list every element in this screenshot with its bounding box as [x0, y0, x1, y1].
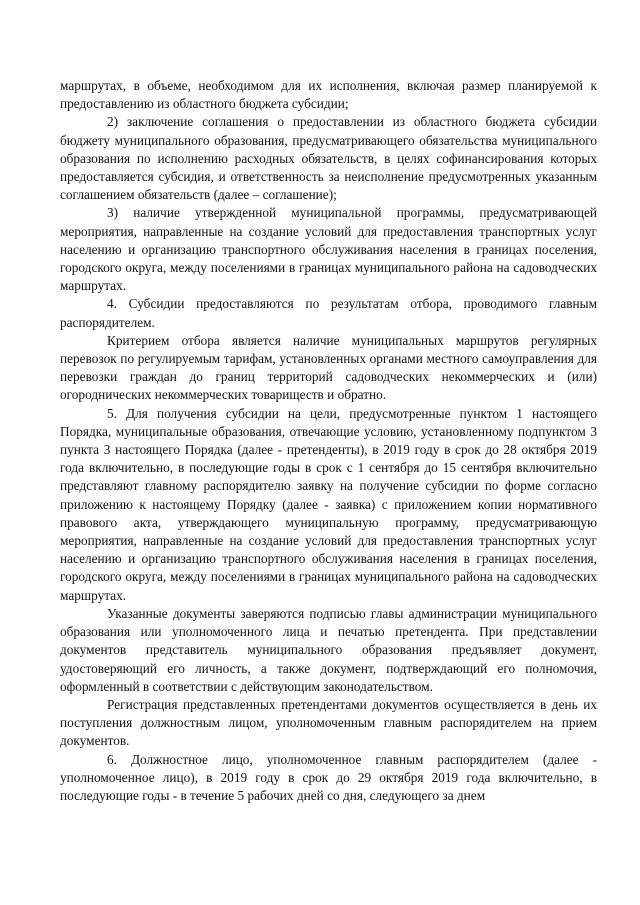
paragraph-continuation: маршрутах, в объеме, необходимом для их исполнения, включая размер планируемой к предоставлению из областного бюджета субсидии;: [60, 78, 597, 112]
paragraph-registration: Регистрация представленных претендентами документов осуществляется в день их поступления должностным лицом, уполномоченным главным распорядителем на прием документов.: [60, 696, 597, 749]
document-page: [60, 77, 597, 805]
paragraph-selection-criterion: Критерием отбора является наличие муниципальных маршрутов регулярных перевозок по регулируемым тарифам, установленных органами местного самоуправления для перевозки граждан до границ территорий садоводческих некоммерческих и (или) огороднических некоммерческих товариществ и обратно.: [60, 332, 597, 403]
paragraph-document-certification: Указанные документы заверяются подписью главы администрации муниципального образования или уполномоченного лица и печатью претендента. При представлении документов представитель муниципального образования предъявляет документ, удостоверяющий его личность, а также документ, подтверждающий его полномочия, оформленный в соответствии с действующим законодательством.: [60, 605, 597, 694]
paragraph-clause-6: 6. Должностное лицо, уполномоченное главным распорядителем (далее - уполномоченное лицо), в 2019 году в срок до 29 октября 2019 года включительно, в последующие годы - в течение 5 рабочих дней со дня, следующего за днем: [60, 751, 597, 803]
paragraph-item-2: 2) заключение соглашения о предоставлении из областного бюджета субсидии бюджету муниципального образования, предусматривающего обязательства муниципального образования по исполнению расходных обязательств, в целях софинансирования которых предоставляется субсидия, и ответственность за неисполнение предусмотренных указанным соглашением обязательств (далее – соглашение);: [60, 114, 597, 203]
paragraph-clause-4: 4. Субсидии предоставляются по результатам отбора, проводимого главным распорядителем.: [60, 296, 597, 330]
paragraph-item-3: 3) наличие утвержденной муниципальной программы, предусматривающей мероприятия, направленные на создание условий для предоставления транспортных услуг населению и организацию транспортного обслуживания населения в границах поселения, городского округа, между поселениями в границах муниципального района на садоводческих маршрутах.: [60, 205, 597, 294]
paragraph-clause-5: 5. Для получения субсидии на цели, предусмотренные пунктом 1 настоящего Порядка, муниципальные образования, отвечающие условию, установленному подпунктом 3 пункта 3 настоящего Порядка (далее - претенденты), в 2019 году в срок до 28 октября 2019 года включительно, в последующие годы в срок с 1 сентября до 15 сентября включительно представляют главному распорядителю заявку на получение субсидии по форме согласно приложению к настоящему Порядку (далее - заявка) с приложением копии нормативного правового акта, утверждающего муниципальную программу, предусматривающую мероприятия, направленные на создание условий для предоставления транспортных услуг населению и организацию транспортного обслуживания населения в границах поселения, городского округа, между поселениями в границах муниципального района на садоводческих маршрутах.: [60, 405, 597, 603]
